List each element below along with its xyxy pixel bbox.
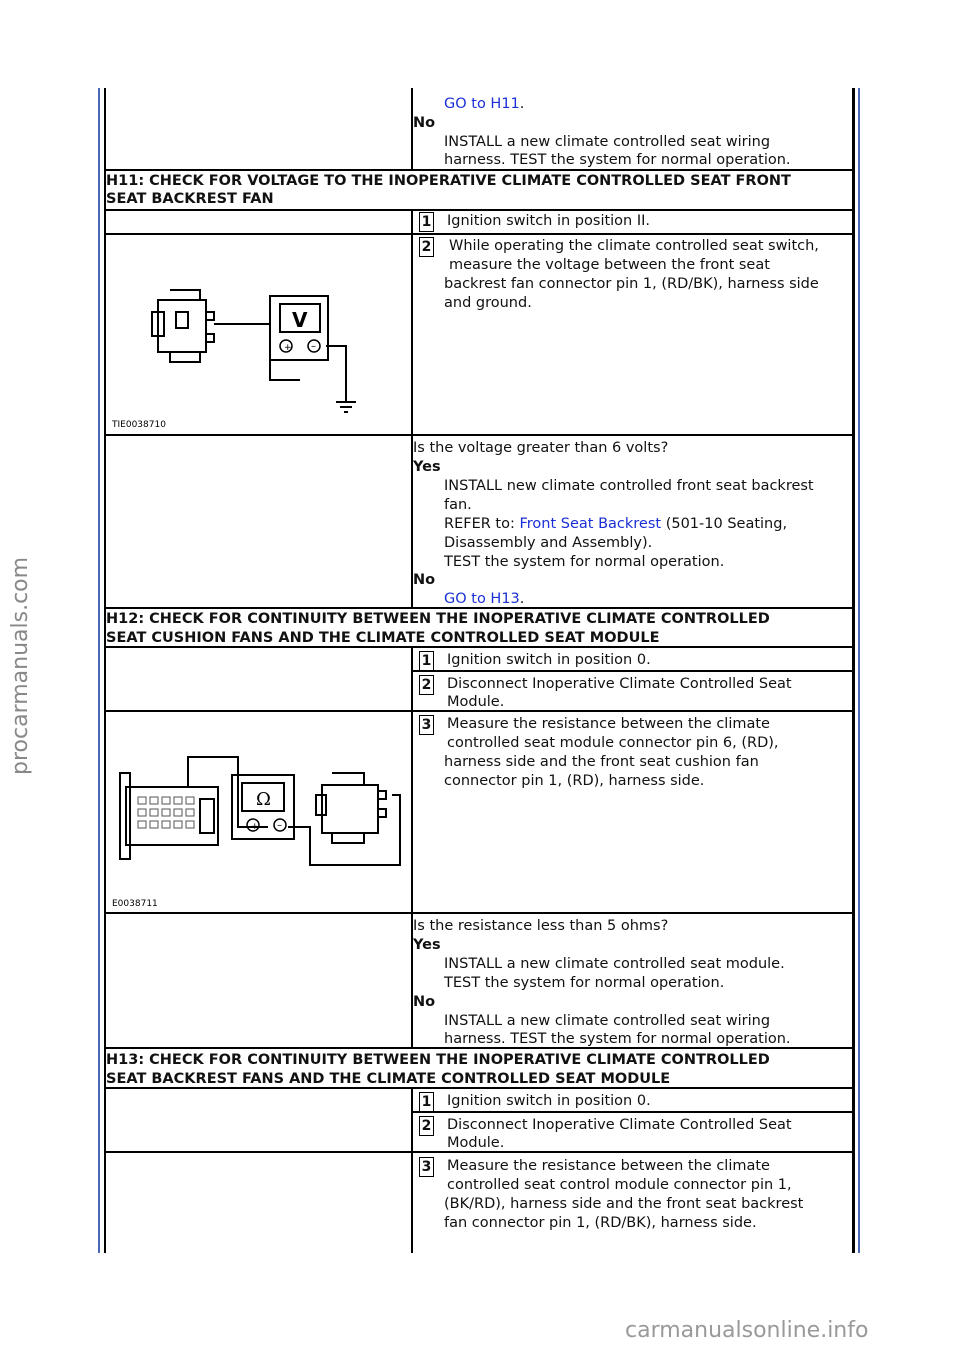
refer-line: REFER to: Front Seat Backrest (501-10 Seating,	[444, 516, 788, 532]
no-text: INSTALL a new climate controlled seat wiring	[444, 1013, 771, 1029]
row-divider	[412, 670, 855, 672]
step-text: Measure the resistance between the climate	[447, 716, 770, 732]
yes-text: INSTALL a new climate controlled seat module.	[444, 956, 785, 972]
figure-id: TIE0038710	[112, 420, 166, 430]
column-divider	[411, 646, 413, 1048]
go-to-h13-link[interactable]: GO to H13.	[444, 591, 525, 607]
left-margin-line	[98, 88, 100, 1253]
row-divider	[104, 233, 855, 235]
row-divider	[104, 434, 855, 436]
step-text: backrest fan connector pin 1, (RD/BK), harness side	[444, 276, 819, 292]
voltage-test-diagram	[108, 238, 408, 432]
yes-text: TEST the system for normal operation.	[444, 554, 725, 570]
step-number: 2	[419, 675, 434, 695]
watermark-left: procarmanuals.com	[8, 556, 33, 775]
question-text: Is the resistance less than 5 ohms?	[413, 918, 669, 934]
h13-title: SEAT BACKREST FANS AND THE CLIMATE CONTROLLED SEAT MODULE	[106, 1071, 671, 1087]
meter-label: V	[292, 308, 308, 332]
no-text: harness. TEST the system for normal operation.	[444, 1031, 791, 1047]
yes-text: TEST the system for normal operation.	[444, 975, 725, 991]
yes-text: INSTALL new climate controlled front seat backrest	[444, 478, 814, 494]
yes-text: fan.	[444, 497, 472, 513]
go-to-h11-link[interactable]: GO to H11.	[444, 96, 525, 112]
step-number: 1	[419, 212, 434, 232]
step-number: 1	[419, 1092, 434, 1112]
step-text: controlled seat module connector pin 6, (RD),	[447, 735, 779, 751]
svg-text:+: +	[251, 822, 259, 832]
svg-text:–: –	[311, 341, 316, 352]
step-number: 2	[419, 1116, 434, 1136]
no-label: No	[413, 115, 436, 131]
figure-id: E0038711	[112, 899, 158, 909]
no-label: No	[413, 572, 436, 588]
step-text: Module.	[447, 694, 505, 710]
yes-text: Disassembly and Assembly).	[444, 535, 653, 551]
step-number: 3	[419, 715, 434, 735]
row-divider	[104, 209, 855, 211]
step-text: Disconnect Inoperative Climate Controlled Seat	[447, 1117, 792, 1133]
no-label: No	[413, 994, 436, 1010]
yes-label: Yes	[413, 459, 441, 475]
no-text: INSTALL a new climate controlled seat wiring	[444, 134, 771, 150]
step-text: harness side and the front seat cushion fan	[444, 754, 759, 770]
svg-text:+: +	[284, 343, 292, 353]
step-text: (BK/RD), harness side and the front seat backrest	[444, 1196, 804, 1212]
step-text: Measure the resistance between the climate	[447, 1158, 770, 1174]
step-text: Ignition switch in position 0.	[447, 1093, 651, 1109]
h11-title: SEAT BACKREST FAN	[106, 191, 274, 207]
step-text: controlled seat control module connector pin 1,	[447, 1177, 792, 1193]
h12-title: H12: CHECK FOR CONTINUITY BETWEEN THE INOPERATIVE CLIMATE CONTROLLED	[106, 611, 770, 627]
front-seat-backrest-link[interactable]: Front Seat Backrest	[519, 516, 662, 532]
h12-title: SEAT CUSHION FANS AND THE CLIMATE CONTROLLED SEAT MODULE	[106, 630, 660, 646]
watermark-bottom: carmanualsonline.info	[625, 1318, 869, 1343]
column-divider	[411, 210, 413, 608]
meter-label: Ω	[256, 789, 271, 810]
step-number: 2	[419, 237, 434, 257]
svg-text:–: –	[277, 820, 282, 831]
step-text: Disconnect Inoperative Climate Controlled Seat	[447, 676, 792, 692]
row-divider	[104, 912, 855, 914]
step-text: connector pin 1, (RD), harness side.	[444, 773, 705, 789]
right-margin-line	[858, 88, 860, 1253]
step-number: 3	[419, 1157, 434, 1177]
step-text: and ground.	[444, 295, 532, 311]
step-text: Ignition switch in position II.	[447, 213, 651, 229]
h13-title: H13: CHECK FOR CONTINUITY BETWEEN THE INOPERATIVE CLIMATE CONTROLLED	[106, 1052, 770, 1068]
step-text: measure the voltage between the front seat	[449, 257, 770, 273]
step-text: Module.	[447, 1135, 505, 1151]
resistance-test-diagram	[108, 745, 408, 910]
step-text: While operating the climate controlled seat switch,	[449, 238, 819, 254]
step-text: Ignition switch in position 0.	[447, 652, 651, 668]
no-text: harness. TEST the system for normal operation.	[444, 152, 791, 168]
yes-label: Yes	[413, 937, 441, 953]
step-number: 1	[419, 651, 434, 671]
step-text: fan connector pin 1, (RD/BK), harness side.	[444, 1215, 757, 1231]
question-text: Is the voltage greater than 6 volts?	[413, 440, 669, 456]
row-divider	[412, 1111, 855, 1113]
h11-title: H11: CHECK FOR VOLTAGE TO THE INOPERATIVE CLIMATE CONTROLLED SEAT FRONT	[106, 173, 791, 189]
